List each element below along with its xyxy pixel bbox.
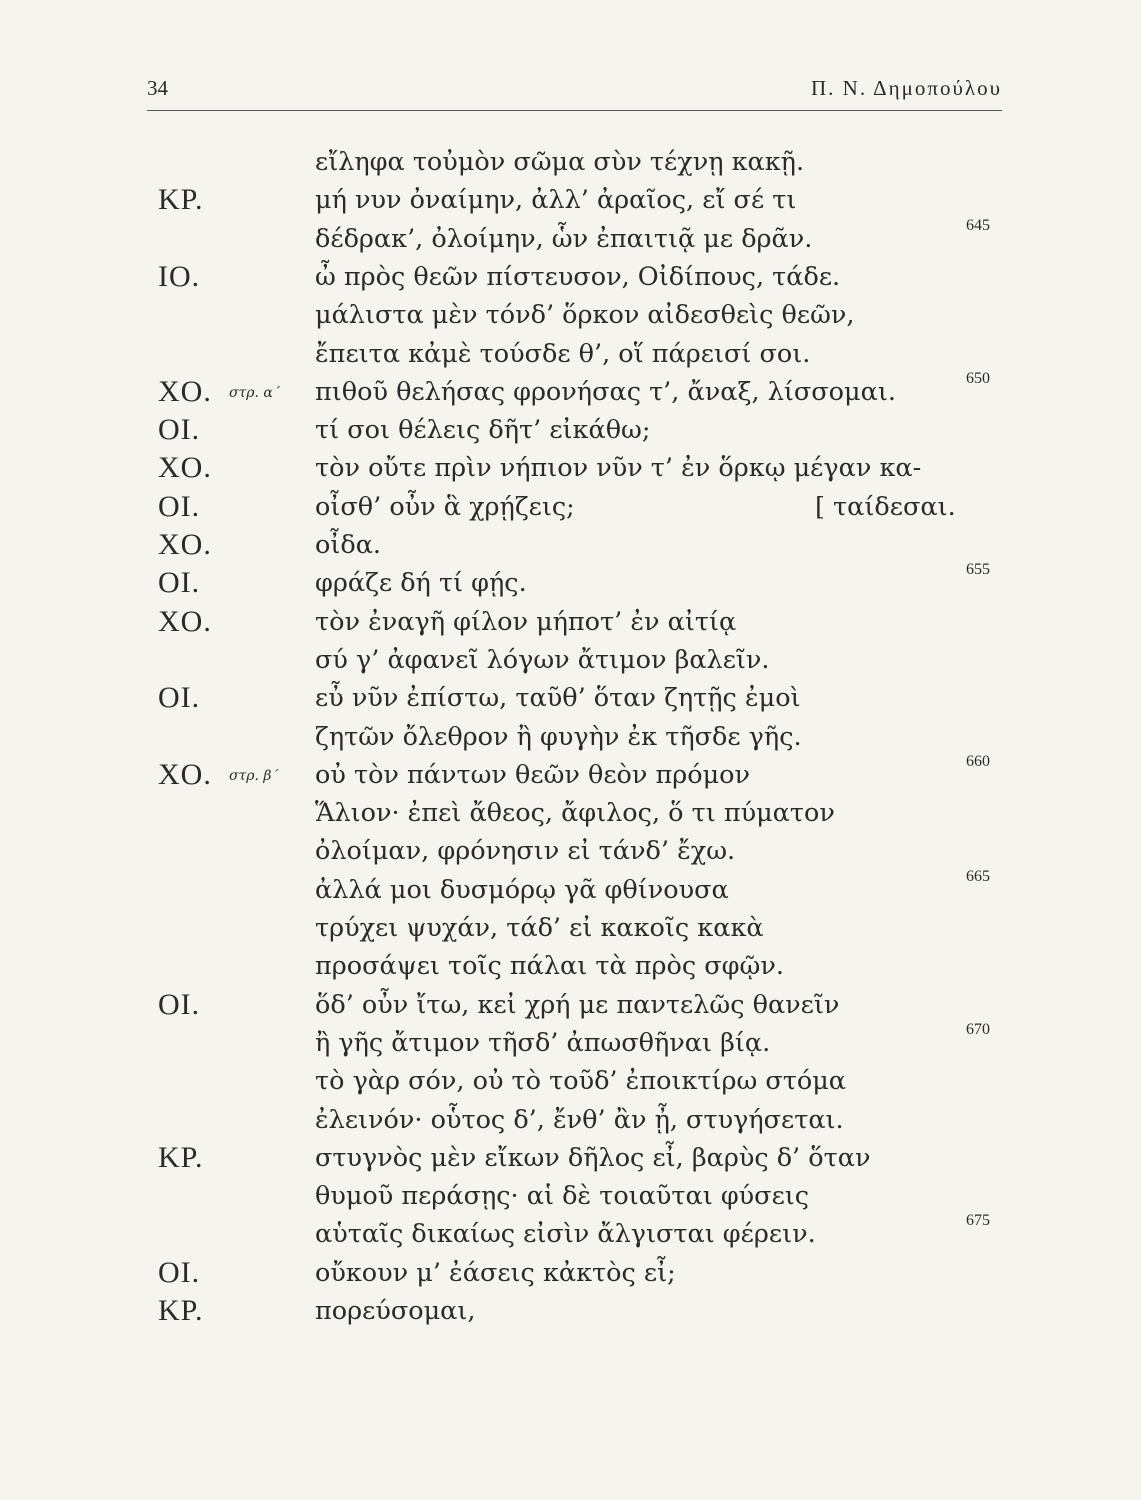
verse-line — [0, 295, 1141, 335]
speaker-label: ΟΙ. — [158, 413, 201, 447]
verse-text: στυγνὸς μὲν εἴκων δῆλος εἶ, βαρὺς δ’ ὅταν — [315, 1142, 871, 1173]
line-number: 660 — [966, 752, 990, 770]
verse-line — [0, 1061, 1141, 1101]
speaker-label: ΟΙ. — [158, 566, 201, 600]
verse-line — [0, 1214, 1141, 1254]
speaker-label: ΧΟ. — [158, 451, 212, 485]
verse-line — [0, 216, 1141, 259]
verse-text: τὸν ἐναγῆ φίλον μήποτ’ ἐν αἰτίᾳ — [315, 606, 737, 637]
verse-text: φράζε δή τί φῄς. — [315, 568, 527, 599]
verse-line — [0, 602, 1141, 642]
speaker-label: ΟΙ. — [158, 489, 201, 523]
verse-text: εἴληφα τοὐμὸν σῶμα σὺν τέχνῃ κακῇ. — [315, 147, 805, 177]
verse-line — [0, 1100, 1141, 1140]
verse-text: πιθοῦ θελήσας φρονήσας τ’, ἄναξ, λίσσομαι. — [315, 376, 896, 407]
verse-text: ὀλοίμαν, φρόνησιν εἰ τάνδ’ ἔχω. — [315, 836, 736, 867]
verse-text: μή νυν ὀναίμην, ἀλλ’ ἀραῖος, εἴ σέ τι — [315, 185, 797, 216]
verse-line — [0, 369, 1141, 412]
line-number: 655 — [966, 561, 990, 579]
verse-line — [0, 563, 1141, 603]
verse-text: μάλιστα μὲν τόνδ’ ὅρκον αἰδεσθεὶς θεῶν, — [315, 300, 855, 331]
line-number: 675 — [966, 1212, 990, 1230]
verse-line — [0, 448, 1141, 488]
verse-line — [0, 410, 1141, 450]
verse-text: εὖ νῦν ἐπίστω, ταῦθ’ ὅταν ζητῇς ἐμοὶ — [315, 683, 801, 714]
speaker-label: ΧΟ. — [158, 604, 212, 638]
verse-text: οἶσθ’ οὖν ἃ χρῄζεις; — [315, 491, 575, 522]
verse-text: Ἅλιον· ἐπεὶ ἄθεος, ἄφιλος, ὅ τι πύματον — [315, 798, 835, 829]
verse-text: αὑταῖς δικαίως εἰσὶν ἄλγισται φέρειν. — [315, 1219, 816, 1250]
speaker-label: ΟΙ. — [158, 1255, 201, 1289]
verse-text: τὸν οὔτε πρὶν νήπιον νῦν τ’ ἐν ὅρκῳ μέγαν κα- — [315, 453, 922, 484]
verse-text: σύ γ’ ἀφανεῖ λόγων ἄτιμον βαλεῖν. — [315, 644, 770, 675]
speaker-label: ΚΡ. — [158, 183, 204, 217]
verse-text: ἔπειτα κἀμὲ τούσδε θ’, οἵ πάρεισί σοι. — [315, 338, 811, 369]
speaker-label: ΚΡ. — [158, 1140, 204, 1174]
page-number: 34 — [147, 76, 168, 100]
verse-line — [0, 908, 1141, 948]
verse-line — [0, 1020, 1141, 1063]
verse-line — [0, 1138, 1141, 1178]
verse-line — [0, 487, 1141, 527]
verse-text: οὐ τὸν πάντων θεῶν θεὸν πρόμον — [315, 759, 751, 790]
line-number: 650 — [966, 369, 990, 387]
verse-line — [0, 142, 1141, 182]
verse-text: ὦ πρὸς θεῶν πίστευσον, Οἰδίπους, τάδε. — [315, 261, 841, 292]
verse-line — [0, 1291, 1141, 1331]
verse-text: ἀλλά μοι δυσμόρῳ γᾶ φθίνουσα — [315, 874, 729, 905]
line-number: 645 — [966, 216, 990, 234]
verse-line — [0, 257, 1141, 297]
verse-line — [0, 793, 1141, 833]
verse-text: πορεύσομαι, — [315, 1296, 476, 1326]
verse-line — [0, 1253, 1141, 1293]
running-head: Π. Ν. Δημοπούλου — [811, 76, 1002, 100]
verse-text: οἶδα. — [315, 530, 382, 560]
verse-line — [0, 946, 1141, 986]
verse-text: τὸ γὰρ σόν, οὐ τὸ τοῦδ’ ἐποικτίρω στόμα — [315, 1066, 847, 1097]
verse-text: ζητῶν ὄλεθρον ἢ φυγὴν ἐκ τῆσδε γῆς. — [315, 721, 802, 752]
speaker-label: ΟΙ. — [158, 987, 201, 1021]
speaker-label: ΧΟ. — [158, 757, 212, 791]
verse-line — [0, 640, 1141, 680]
bracket-continuation: [ ταίδεσαι. — [815, 491, 956, 522]
stanza-marker: στρ. β΄ — [229, 767, 279, 784]
speaker-label: ΟΙ. — [158, 681, 201, 715]
verse-text: προσάψει τοῖς πάλαι τὰ πρὸς σφῷν. — [315, 951, 784, 982]
verse-text: ἢ γῆς ἄτιμον τῆσδ’ ἀπωσθῆναι βίᾳ. — [315, 1027, 771, 1058]
speaker-label: ΧΟ. — [158, 528, 212, 561]
stanza-marker: στρ. α΄ — [229, 384, 280, 401]
verse-text: τί σοι θέλεις δῆτ’ εἰκάθω; — [315, 415, 651, 446]
verse-line — [0, 678, 1141, 718]
verse-text: τρύχει ψυχάν, τάδ’ εἰ κακοῖς κακὰ — [315, 913, 764, 943]
verse-line — [0, 752, 1141, 795]
verse-text: ὅδ’ οὖν ἴτω, κεἰ χρή με παντελῶς θανεῖν — [315, 989, 840, 1020]
speaker-label: ΚΡ. — [158, 1294, 204, 1327]
page-header — [147, 74, 1002, 111]
speaker-label: ΙΟ. — [158, 259, 201, 293]
line-number: 670 — [966, 1020, 990, 1038]
line-number: 665 — [966, 867, 990, 885]
speaker-label: ΧΟ. — [158, 374, 212, 408]
verse-text: θυμοῦ περάσῃς· αἱ δὲ τοιαῦται φύσεις — [315, 1181, 810, 1212]
verse-text: οὔκουν μ’ ἐάσεις κἀκτὸς εἶ; — [315, 1257, 676, 1288]
verse-text: ἐλεινόν· οὗτος δ’, ἔνθ’ ἂν ᾖ, στυγήσεται. — [315, 1104, 844, 1135]
verse-line — [0, 867, 1141, 910]
verse-text: δέδρακ’, ὀλοίμην, ὧν ἐπαιτιᾷ με δρᾶν. — [315, 223, 813, 254]
